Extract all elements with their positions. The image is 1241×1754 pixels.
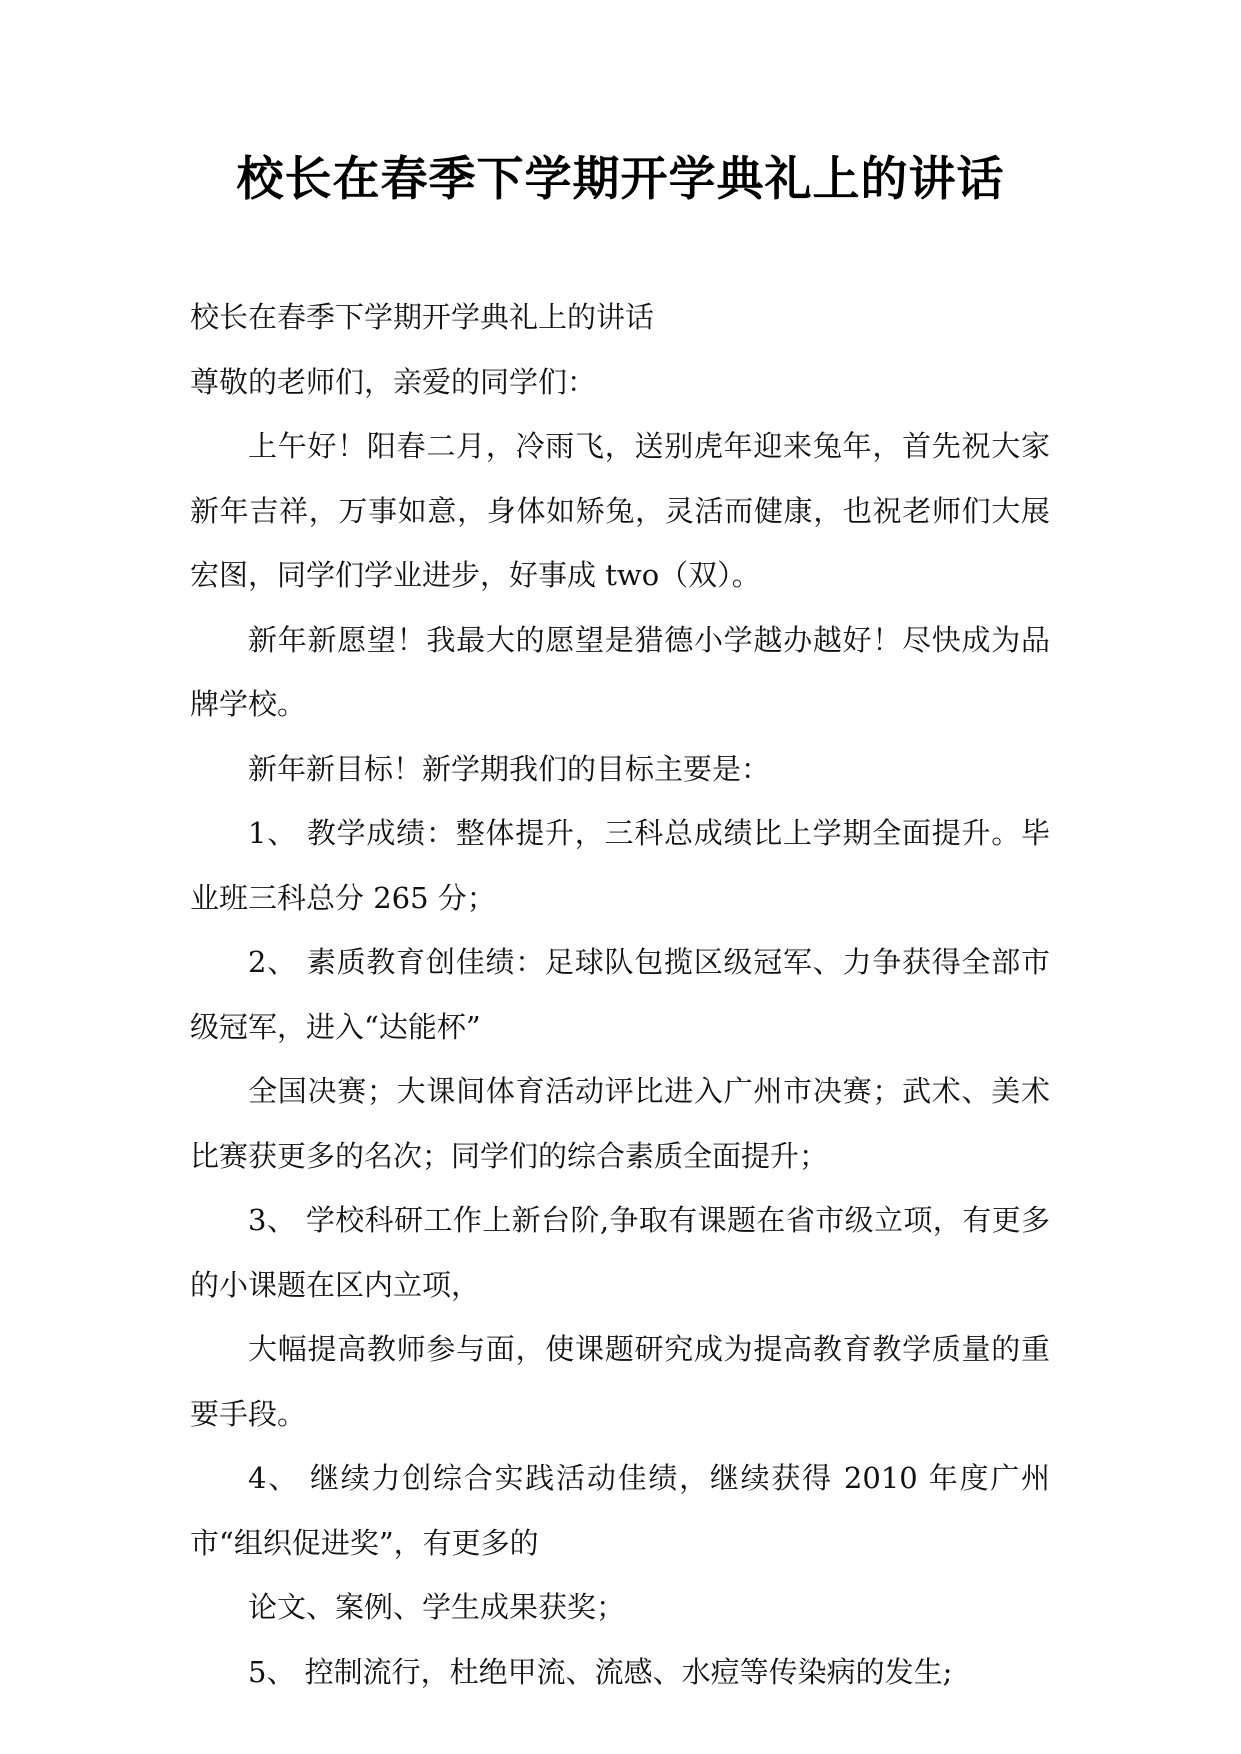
- paragraph-greeting: 上午好！阳春二月，冷雨飞，送别虎年迎来兔年，首先祝大家新年吉祥，万事如意，身体如矫兔，灵活而健康，也祝老师们大展宏图，同学们学业进步，好事成 two（双）。: [190, 429, 1050, 592]
- document-body: [190, 285, 1050, 1704]
- list-item-3: 3、 学校科研工作上新台阶,争取有课题在省市级立项，有更多的小课题在区内立项，: [190, 1203, 1050, 1302]
- salutation: 尊敬的老师们，亲爱的同学们：: [190, 364, 597, 399]
- list-item-3-continued: 大幅提高教师参与面，使课题研究成为提高教育教学质量的重要手段。: [190, 1332, 1050, 1431]
- paragraph-wish: 新年新愿望！我最大的愿望是猎德小学越办越好！尽快成为品牌学校。: [190, 622, 1050, 721]
- subtitle-line: 校长在春季下学期开学典礼上的讲话: [190, 300, 655, 334]
- list-item-5: 5、 控制流行，杜绝甲流、流感、水痘等传染病的发生;: [248, 1654, 953, 1689]
- paragraph-goals-intro: 新年新目标！新学期我们的目标主要是：: [248, 751, 771, 786]
- list-item-4: 4、 继续力创综合实践活动佳绩，继续获得 2010 年度广州市“组织促进奖”，有更多的: [190, 1461, 1050, 1560]
- list-item-4-continued: 论文、案例、学生成果获奖；: [248, 1590, 626, 1624]
- list-item-2-continued: 全国决赛；大课间体育活动评比进入广州市决赛；武术、美术比赛获更多的名次；同学们的综合素质全面提升；: [190, 1074, 1050, 1173]
- list-item-1: 1、 教学成绩：整体提升，三科总成绩比上学期全面提升。毕业班三科总分 265 分；: [190, 816, 1050, 915]
- document-title: 校长在春季下学期开学典礼上的讲话: [236, 152, 1005, 207]
- list-item-2: 2、 素质教育创佳绩：足球队包揽区级冠军、力争获得全部市级冠军，进入“达能杯”: [190, 945, 1050, 1044]
